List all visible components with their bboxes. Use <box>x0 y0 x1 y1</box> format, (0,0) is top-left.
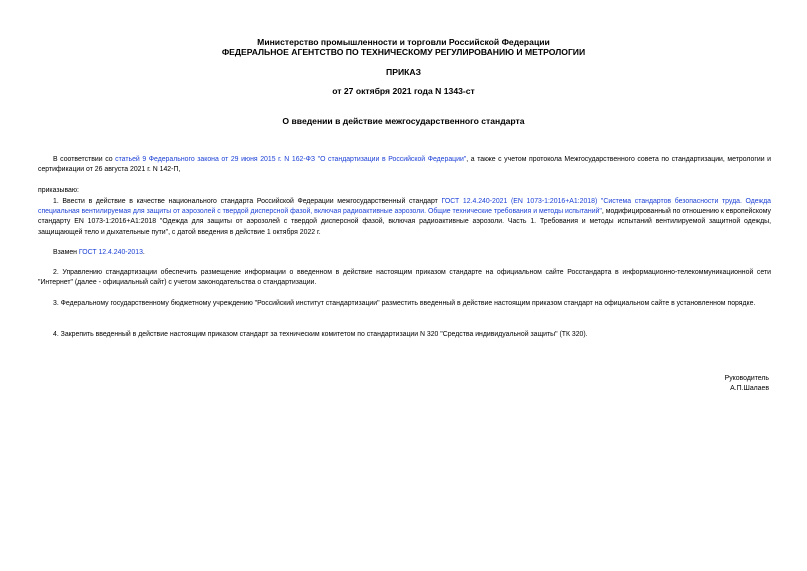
orders-word: приказываю: <box>38 187 79 194</box>
item-1-paragraph <box>38 197 771 238</box>
item-1-text-1: 1. Ввести в действие в качестве национального стандарта Российской Федерации межгосударственный стандарт <box>53 198 442 205</box>
preamble-text-1: В соответствии со <box>53 156 116 163</box>
document-title: О введении в действие межгосударственного стандарта <box>282 116 525 126</box>
gost-2021-link[interactable]: ГОСТ 12.4.240-2021 (EN 1073-1:2016+A1:2018) "Система стандартов безопасности труда. Одежда специальная вентилируемая для защиты от аэрозолей с твердой дисперсной фазой, включая радиоактивные аэрозоли. Общие технические требования и методы испытаний" <box>38 198 772 216</box>
signature-position: Руководитель <box>724 375 769 382</box>
gost-2013-link[interactable]: ГОСТ 12.4.240-2013 <box>78 249 143 256</box>
signature-name: А.П.Шалаев <box>730 385 769 393</box>
item-3-paragraph: 3. Федеральному государственному бюджетному учреждению "Российский институт стандартизации" разместить введенный в действие настоящим приказом стандарт на официальном сайте в установленном порядке. <box>53 300 756 307</box>
signature-block <box>725 374 769 394</box>
replace-paragraph <box>38 248 771 258</box>
item-4-paragraph: 4. Закрепить введенный в действие настоящим приказом стандарт за техническим комитетом по стандартизации N 320 "Средства индивидуальной защиты" (ТК 320). <box>53 331 588 338</box>
preamble-paragraph <box>38 155 771 175</box>
ministry-name: Министерство промышленности и торговли Российской Федерации <box>257 37 550 47</box>
preamble-text-2: , а также с учетом протокола Межгосударственного совета по стандартизации, метрологии и сертификации от 26 августа 2021 г. N 142-П, <box>38 156 772 174</box>
document-type: ПРИКАЗ <box>386 67 421 77</box>
item-2-paragraph: 2. Управлению стандартизации обеспечить размещение информации о введенном в действие настоящим приказом стандарте на официальном сайте Росстандарта в информационно-телекоммуникационной сети "Интернет" (далее - официальный сайт) с учетом законодательства о стандартизации. <box>38 269 771 287</box>
replace-text-1: Взамен <box>53 249 79 256</box>
agency-name: ФЕДЕРАЛЬНОЕ АГЕНТСТВО ПО ТЕХНИЧЕСКОМУ РЕГУЛИРОВАНИЮ И МЕТРОЛОГИИ <box>221 47 586 57</box>
document-date-number: от 27 октября 2021 года N 1343-ст <box>332 86 475 96</box>
federal-law-link[interactable]: статьей 9 Федерального закона от 29 июня 2015 г. N 162-ФЗ "О стандартизации в Российской Федерации" <box>115 156 467 163</box>
item-1-text-2: , модифицированный по отношению к европейскому стандарту EN 1073-1:2016+A1:2018 "Одежда для защиты от аэрозолей с твердой дисперсной фазой, включая радиоактивные аэрозоли. Часть 1. Требования и методы испытаний вентилируемой защитной одежды, защищающей тело и дыхательные пути", с датой введения в действие 1 октября 2022 г. <box>38 208 772 236</box>
replace-text-2: . <box>142 249 145 256</box>
